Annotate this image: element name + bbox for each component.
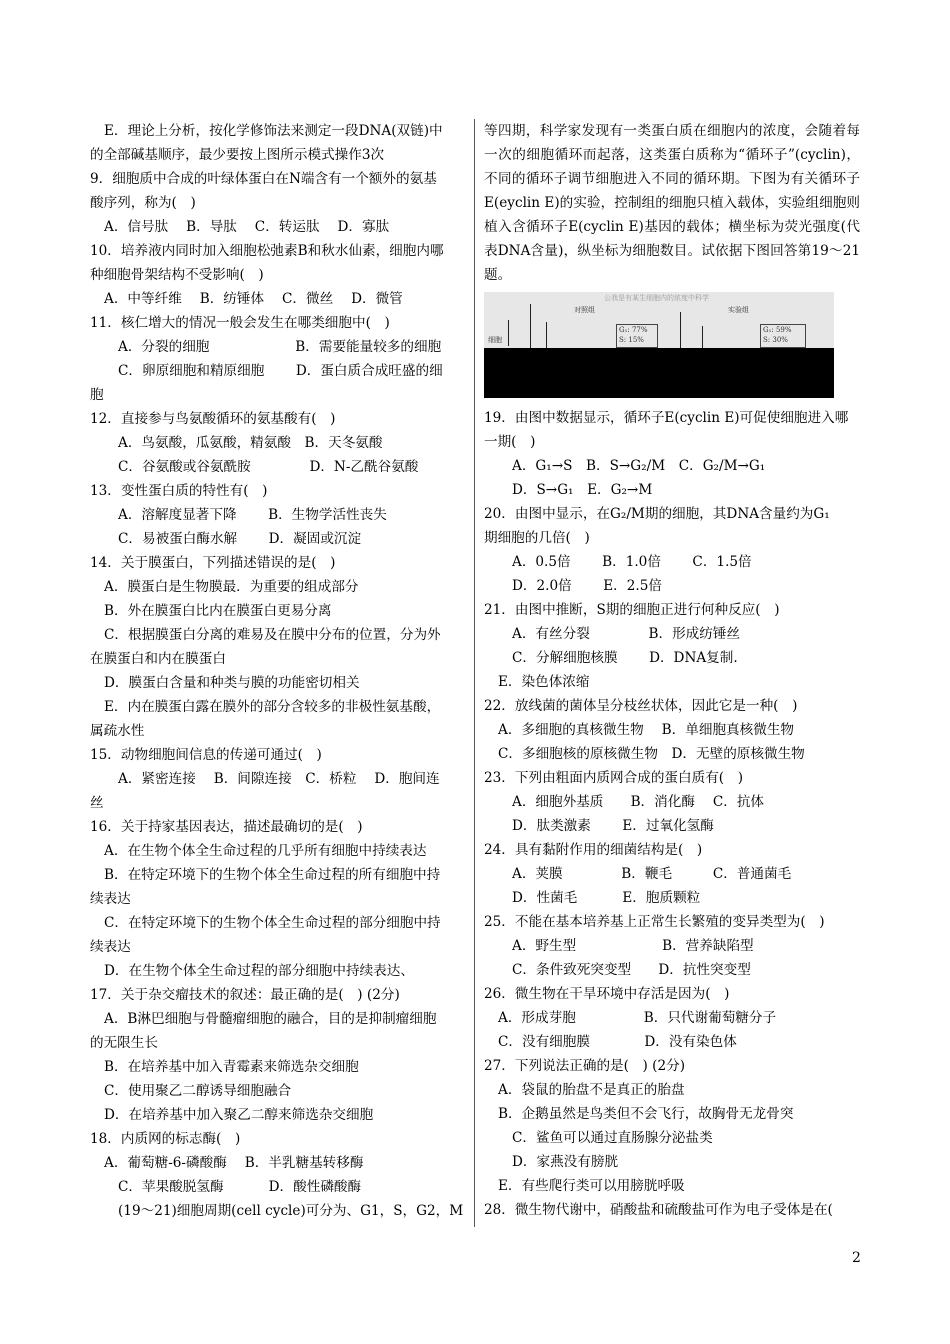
text-line: C．在特定环境下的生物个体全生命过程的部分细胞中持 bbox=[104, 915, 441, 931]
text-line: A．0.5倍 B．1.0倍 C．1.5倍 bbox=[512, 554, 752, 570]
experiment-g1-stat: G₁: 59% bbox=[763, 326, 792, 334]
text-line: 一期( ) bbox=[484, 434, 536, 450]
text-line: A．紧密连接 B．间隙连接 C．桥粒 D．胞间连 bbox=[118, 771, 440, 787]
text-line: 26．微生物在干旱环境中存活是因为( ) bbox=[484, 986, 730, 1002]
text-line: A．形成芽胞 B．只代谢葡萄糖分子 bbox=[498, 1010, 777, 1026]
text-line: 24．具有黏附作用的细菌结构是( ) bbox=[484, 842, 703, 858]
text-line: C．苹果酸脱氢酶 D．酸性磷酸酶 bbox=[118, 1179, 362, 1195]
text-line: D．S→G₁ E．G₂→M bbox=[512, 482, 653, 498]
text-line: 14．关于膜蛋白，下列描述错误的是( ) bbox=[90, 555, 336, 571]
figure-background-text: 公我是有某生细胞内的浓度中科学 bbox=[604, 294, 709, 302]
text-line: C．没有细胞膜 D．没有染色体 bbox=[498, 1034, 737, 1050]
text-line: A．鸟氨酸，瓜氨酸，精氨酸 B．天冬氨酸 bbox=[118, 435, 383, 451]
experiment-peak-g2 bbox=[702, 326, 703, 348]
text-line: 的无限生长 bbox=[90, 1035, 158, 1051]
text-line: B．在特定环境下的生物个体全生命过程的所有细胞中持 bbox=[104, 867, 441, 883]
text-line: B．在培养基中加入青霉素来筛选杂交细胞 bbox=[104, 1059, 359, 1075]
text-line: A．野生型 B．营养缺陷型 bbox=[512, 938, 754, 954]
text-line: 13．变性蛋白质的特性有( ) bbox=[90, 483, 268, 499]
text-line: 17．关于杂交瘤技术的叙述：最正确的是( ) (2分) bbox=[90, 987, 400, 1003]
text-line: 12．直接参与鸟氨酸循环的氨基酸有( ) bbox=[90, 411, 336, 427]
text-line: E．理论上分析，按化学修饰法来测定一段DNA(双链)中 bbox=[104, 123, 443, 139]
text-line: 续表达 bbox=[90, 939, 131, 955]
text-line: 丝 bbox=[90, 795, 104, 811]
y-axis-arrow bbox=[508, 320, 509, 346]
text-line: 酸序列，称为( ) bbox=[90, 195, 196, 211]
text-line: C．分解细胞核膜 D．DNA复制. bbox=[512, 650, 738, 666]
text-line: C．根据膜蛋白分离的难易及在膜中分布的位置，分为外 bbox=[104, 627, 441, 643]
left-column bbox=[90, 119, 466, 1223]
text-line: C．使用聚乙二醇诱导细胞融合 bbox=[104, 1083, 292, 1099]
text-line: A．细胞外基质 B．消化酶 C．抗体 bbox=[512, 794, 765, 810]
text-line: D．家燕没有膀胱 bbox=[512, 1154, 619, 1170]
text-line: A．在生物个体全生命过程的几乎所有细胞中持续表达 bbox=[104, 843, 427, 859]
text-line: D．肽类激素 E．过氧化氢酶 bbox=[512, 818, 714, 834]
text-line: E．有些爬行类可以用膀胱呼吸 bbox=[498, 1178, 685, 1194]
text-line: 20．由图中显示，在G₂/M期的细胞，其DNA含量约为G₁ bbox=[484, 506, 830, 522]
right-column-questions bbox=[484, 406, 860, 1222]
right-column bbox=[484, 119, 860, 1222]
text-line: 的全部碱基顺序，最少要按上图所示模式操作3次 bbox=[90, 147, 385, 163]
text-line: 在膜蛋白和内在膜蛋白 bbox=[90, 651, 226, 667]
text-line: A．膜蛋白是生物膜最．为重要的组成部分 bbox=[104, 579, 359, 595]
text-line: 期细胞的几倍( ) bbox=[484, 530, 590, 546]
text-line: 胞 bbox=[90, 387, 104, 403]
experiment-s-stat: S: 30% bbox=[763, 336, 788, 344]
control-s-stat: S: 15% bbox=[619, 336, 644, 344]
y-axis-label: 细胞 bbox=[488, 336, 502, 344]
cyclin-e-figure bbox=[484, 292, 834, 398]
text-line: 续表达 bbox=[90, 891, 131, 907]
text-line: B．企鹅虽然是鸟类但不会飞行，故胸骨无龙骨突 bbox=[498, 1106, 794, 1122]
text-line: 23．下列由粗面内质网合成的蛋白质有( ) bbox=[484, 770, 743, 786]
text-line: A．B淋巴细胞与骨髓瘤细胞的融合，目的是抑制瘤细胞 bbox=[104, 1011, 437, 1027]
text-line: A．G₁→S B．S→G₂/M C．G₂/M→G₁ bbox=[512, 458, 766, 474]
text-line: 10．培养液内同时加入细胞松弛素B和秋水仙素，细胞内哪 bbox=[90, 243, 444, 259]
text-line: A．中等纤维 B．纺锤体 C．微丝 D．微管 bbox=[104, 291, 403, 307]
text-line: B．外在膜蛋白比内在膜蛋白更易分离 bbox=[104, 603, 332, 619]
text-line: C．谷氨酸或谷氨酰胺 D．N-乙酰谷氨酸 bbox=[118, 459, 419, 475]
text-line: 28．微生物代谢中，硝酸盐和硫酸盐可作为电子受体是在( bbox=[484, 1202, 833, 1218]
text-line: A．多细胞的真核微生物 B．单细胞真核微生物 bbox=[498, 722, 795, 738]
control-g1-stat: G₁: 77% bbox=[619, 326, 648, 334]
text-line: E．染色体浓缩 bbox=[498, 674, 590, 690]
text-line: 25．不能在基本培养基上正常生长繁殖的变异类型为( ) bbox=[484, 914, 825, 930]
text-line: 属疏水性 bbox=[90, 723, 145, 739]
text-line: 9．细胞质中合成的叶绿体蛋白在N端含有一个额外的氨基 bbox=[90, 171, 437, 187]
text-line: C．易被蛋白酶水解 D．凝固或沉淀 bbox=[118, 531, 362, 547]
text-line: C．条件致死突变型 D．抗性突变型 bbox=[512, 962, 751, 978]
text-line: A．荚膜 B．鞭毛 C．普通菌毛 bbox=[512, 866, 792, 882]
control-peak-g2 bbox=[546, 322, 547, 348]
text-line: A．袋鼠的胎盘不是真正的胎盘 bbox=[498, 1082, 685, 1098]
text-line: D．膜蛋白含量和种类与膜的功能密切相关 bbox=[104, 675, 360, 691]
text-line: D．在生物个体全生命过程的部分细胞中持续表达、 bbox=[104, 963, 414, 979]
text-line: A．信号肽 B．导肽 C．转运肽 D．寡肽 bbox=[104, 219, 390, 235]
text-line: D．2.0倍 E．2.5倍 bbox=[512, 578, 662, 594]
text-line: 27．下列说法正确的是( ) (2分) bbox=[484, 1058, 686, 1074]
text-line: D．性菌毛 E．胞质颗粒 bbox=[512, 890, 701, 906]
text-line: C．卵原细胞和精原细胞 D．蛋白质合成旺盛的细 bbox=[118, 363, 443, 379]
column-divider bbox=[474, 119, 475, 1227]
experiment-group-label: 实验组 bbox=[728, 306, 749, 314]
control-group-label: 对照组 bbox=[574, 306, 595, 314]
text-line: A．葡萄糖-6-磷酸酶 B．半乳糖基转移酶 bbox=[104, 1155, 364, 1171]
text-line: (19～21)细胞周期(cell cycle)可分为、G1，S，G2，M bbox=[118, 1203, 464, 1219]
page-number: 2 bbox=[852, 1250, 861, 1266]
text-line: 15．动物细胞间信息的传递可通过( ) bbox=[90, 747, 322, 763]
experiment-peak-g1 bbox=[680, 312, 681, 348]
text-line: A．溶解度显著下降 B．生物学活性丧失 bbox=[118, 507, 387, 523]
text-line: D．在培养基中加入聚乙二醇来筛选杂交细胞 bbox=[104, 1107, 374, 1123]
text-line: 11．核仁增大的情况一般会发生在哪类细胞中( ) bbox=[90, 315, 390, 331]
cell-cycle-intro: 等四期，科学家发现有一类蛋白质在细胞内的浓度，会随着每一次的细胞循环而起落，这类蛋白质称为“循环子”(cyclin)，不同的循环子调节细胞进入不同的循环期。下图为有关循环子E(eyclin E)的实验，控制组的细胞只植入载体，实验组细胞则植入含循环子E(cyclin E)基因的载体；横坐标为荧光强度(代表DNA含量)，纵坐标为细胞数目。试依据下图回答第19～21题。 bbox=[484, 123, 860, 283]
text-line: 种细胞骨架结构不受影响( ) bbox=[90, 267, 264, 283]
text-line: A．有丝分裂 B．形成纺锤丝 bbox=[512, 626, 741, 642]
text-line: 16．关于持家基因表达，描述最确切的是( ) bbox=[90, 819, 363, 835]
text-line: 19．由图中数据显示，循环子E(cyclin E)可促使细胞进入哪 bbox=[484, 410, 849, 426]
text-line: 22．放线菌的菌体呈分枝丝状体，因此它是一种( ) bbox=[484, 698, 798, 714]
text-line: E．内在膜蛋白露在膜外的部分含较多的非极性氨基酸， bbox=[104, 699, 441, 715]
text-line: 18．内质网的标志酶( ) bbox=[90, 1131, 241, 1147]
control-peak-g1 bbox=[530, 304, 531, 348]
text-line: A．分裂的细胞 B．需要能量较多的细胞 bbox=[118, 339, 442, 355]
text-line: 21．由图中推断，S期的细胞正进行何种反应( ) bbox=[484, 602, 780, 618]
text-line: C．多细胞核的原核微生物 D．无壁的原核微生物 bbox=[498, 746, 805, 762]
text-line: C．鲨鱼可以通过直肠腺分泌盐类 bbox=[512, 1130, 713, 1146]
